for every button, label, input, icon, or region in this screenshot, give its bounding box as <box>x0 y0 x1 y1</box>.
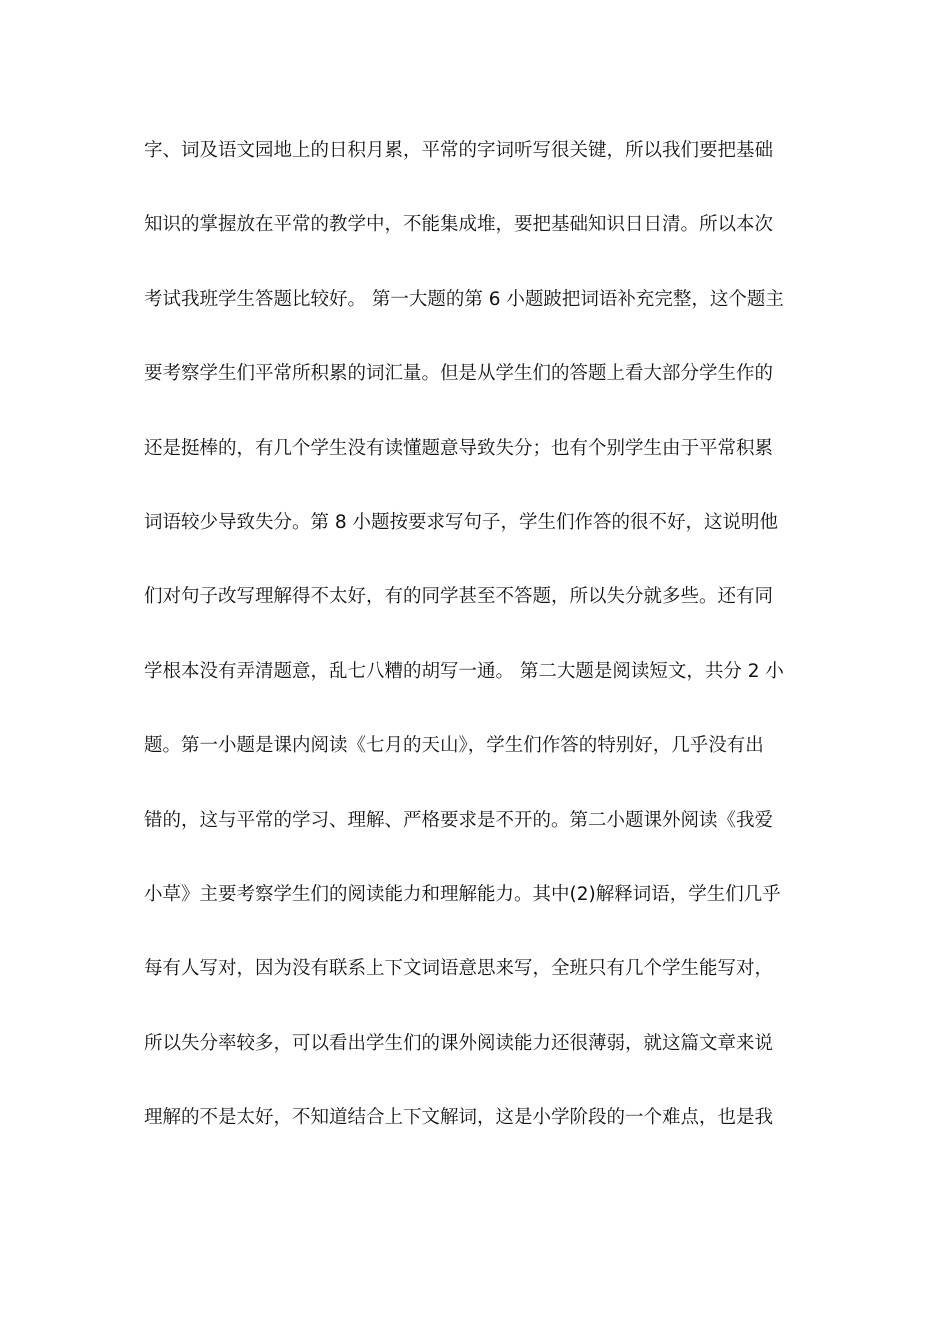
text-line: 学根本没有弄清题意，乱七八糟的胡写一通。 第二大题是阅读短文，共分 2 小 <box>144 660 784 682</box>
text-line: 们对句子改写理解得不太好，有的同学甚至不答题，所以失分就多些。还有同 <box>144 586 774 608</box>
text-line: 每有人写对，因为没有联系上下文词语意思来写，全班只有几个学生能写对， <box>144 958 774 980</box>
text-line: 要考察学生们平常所积累的词汇量。但是从学生们的答题上看大部分学生作的 <box>144 363 774 385</box>
text-line: 题。第一小题是课内阅读《七月的天山》，学生们作答的特别好，几乎没有出 <box>144 735 764 757</box>
text-line: 词语较少导致失分。第 8 小题按要求写句子，学生们作答的很不好，这说明他 <box>144 511 779 533</box>
text-line: 还是挺棒的，有几个学生没有读懂题意导致失分；也有个别学生由于平常积累 <box>144 437 774 459</box>
text-line: 小草》主要考察学生们的阅读能力和理解能力。其中(2)解释词语，学生们几乎 <box>144 883 781 905</box>
body-text <box>144 131 824 1172</box>
text-line: 所以失分率较多，可以看出学生们的课外阅读能力还很薄弱，就这篇文章来说 <box>144 1032 774 1054</box>
text-line: 错的，这与平常的学习、理解、严格要求是不开的。第二小题课外阅读《我爱 <box>144 809 774 831</box>
text-line: 考试我班学生答题比较好。 第一大题的第 6 小题跛把词语补充完整，这个题主 <box>144 288 784 310</box>
text-line: 理解的不是太好，不知道结合上下文解词，这是小学阶段的一个难点，也是我 <box>144 1107 774 1129</box>
text-line: 字、词及语文园地上的日积月累，平常的字词听写很关键，所以我们要把基础 <box>144 140 774 161</box>
text-line: 知识的掌握放在平常的教学中，不能集成堆，要把基础知识日日清。所以本次 <box>144 214 774 236</box>
